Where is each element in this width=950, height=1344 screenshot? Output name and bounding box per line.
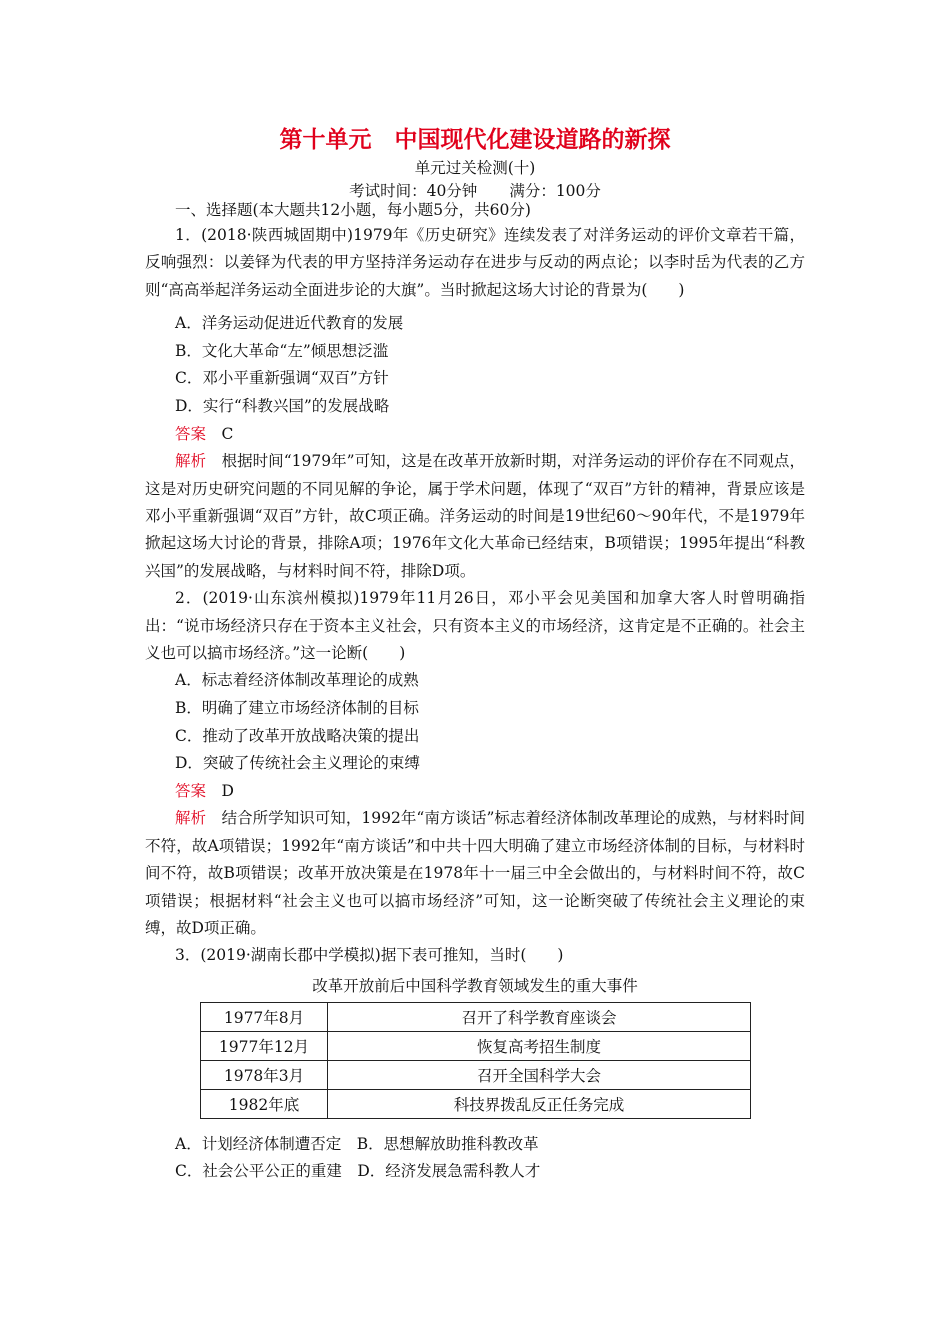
answer-value: C <box>221 424 234 443</box>
question-1-answer <box>145 421 805 449</box>
question-3-options-ab: A．计划经济体制遭否定 B．思想解放助推科教改革 <box>175 1134 539 1153</box>
table-cell-date: 1982年底 <box>201 1089 328 1118</box>
exam-time: 考试时间：40分钟 <box>349 182 478 200</box>
question-1-option-d: D．实行“科教兴国”的发展战略 <box>175 397 390 415</box>
question-2-option-b: B．明确了建立市场经济体制的目标 <box>175 699 419 718</box>
question-3-options-cd: C．社会公平公正的重建 D．经济发展急需科教人才 <box>175 1162 541 1181</box>
question-1-stem: 1．(2018·陕西城固期中)1979年《历史研究》连续发表了对洋务运动的评价文章若干篇，反响强烈：以姜铎为代表的甲方坚持洋务运动存在进步与反动的两点论；以李时岳为代表的乙方则“高高举起洋务运动全面进步论的大旗”。当时掀起这场大讨论的背景为( ) <box>145 226 805 299</box>
question-1-option-b: B．文化大革命“左”倾思想泛滥 <box>175 341 389 360</box>
exam-score: 满分：100分 <box>509 182 601 200</box>
question-2-option-c: C．推动了改革开放战略决策的提出 <box>175 726 420 745</box>
question-2-answer <box>145 778 805 806</box>
question-2-analysis <box>145 805 805 942</box>
table-cell-event: 恢复高考招生制度 <box>328 1031 751 1060</box>
questions <box>145 222 805 1186</box>
question-1-analysis <box>145 448 805 585</box>
table-cell-date: 1978年3月 <box>201 1060 328 1089</box>
events-table <box>200 1002 751 1119</box>
table-row <box>201 1089 751 1118</box>
analysis-label: 解析 <box>175 809 207 828</box>
question-2-option-a: A．标志着经济体制改革理论的成熟 <box>175 671 419 690</box>
table-row <box>201 1002 751 1031</box>
table-row <box>201 1060 751 1089</box>
analysis-label: 解析 <box>175 452 207 471</box>
table-cell-event: 科技界拨乱反正任务完成 <box>328 1089 751 1118</box>
question-2-stem: 2．(2019·山东滨州模拟)1979年11月26日，邓小平会见美国和加拿大客人时曾明确指出：“说市场经济只存在于资本主义社会，只有资本主义的市场经济，这肯定是不正确的。社会主义也可以搞市场经济。”这一论断( ) <box>145 589 805 663</box>
table-cell-date: 1977年8月 <box>201 1002 328 1031</box>
question-1-option-c: C．邓小平重新强调“双百”方针 <box>175 369 389 388</box>
question-3-stem: 3．(2019·湖南长郡中学模拟)据下表可推知，当时( ) <box>175 946 564 965</box>
table-caption: 改革开放前后中国科学教育领域发生的重大事件 <box>312 976 638 995</box>
answer-label: 答案 <box>175 424 207 443</box>
table-cell-event: 召开全国科学大会 <box>328 1060 751 1089</box>
section-heading: 一、选择题(本大题共12小题，每小题5分，共60分) <box>175 201 531 219</box>
answer-value: D <box>221 781 234 800</box>
page-subtitle: 单元过关检测(十) <box>414 159 536 177</box>
table-cell-date: 1977年12月 <box>201 1031 328 1060</box>
question-2-option-d: D．突破了传统社会主义理论的束缚 <box>175 754 420 773</box>
table-row <box>201 1031 751 1060</box>
table-cell-event: 召开了科学教育座谈会 <box>328 1002 751 1031</box>
page-title: 第十单元 中国现代化建设道路的新探 <box>279 127 671 153</box>
analysis-text: 结合所学知识可知，1992年“南方谈话”标志着经济体制改革理论的成熟，与材料时间不符，故A项错误；1992年“南方谈话”和中共十四大明确了建立市场经济体制的目标，与材料时间不符，故B项错误；改革开放决策是在1978年十一届三中全会做出的，与材料时间不符，故C项错误；根据材料“社会主义也可以搞市场经济”可知，这一论断突破了传统社会主义理论的束缚，故D项正确。 <box>145 809 805 938</box>
analysis-text: 根据时间“1979年”可知，这是在改革开放新时期，对洋务运动的评价存在不同观点，这是对历史研究问题的不同见解的争论，属于学术问题，体现了“双百”方针的精神，背景应该是邓小平重新强调“双百”方针，故C项正确。洋务运动的时间是19世纪60～90年代，不是1979年掀起这场大讨论的背景，排除A项；1976年文化大革命已经结束，B项错误；1995年提出“科教兴国”的发展战略，与材料时间不符，排除D项。 <box>145 452 805 580</box>
answer-label: 答案 <box>175 781 207 800</box>
question-1-option-a: A．洋务运动促进近代教育的发展 <box>175 314 404 333</box>
